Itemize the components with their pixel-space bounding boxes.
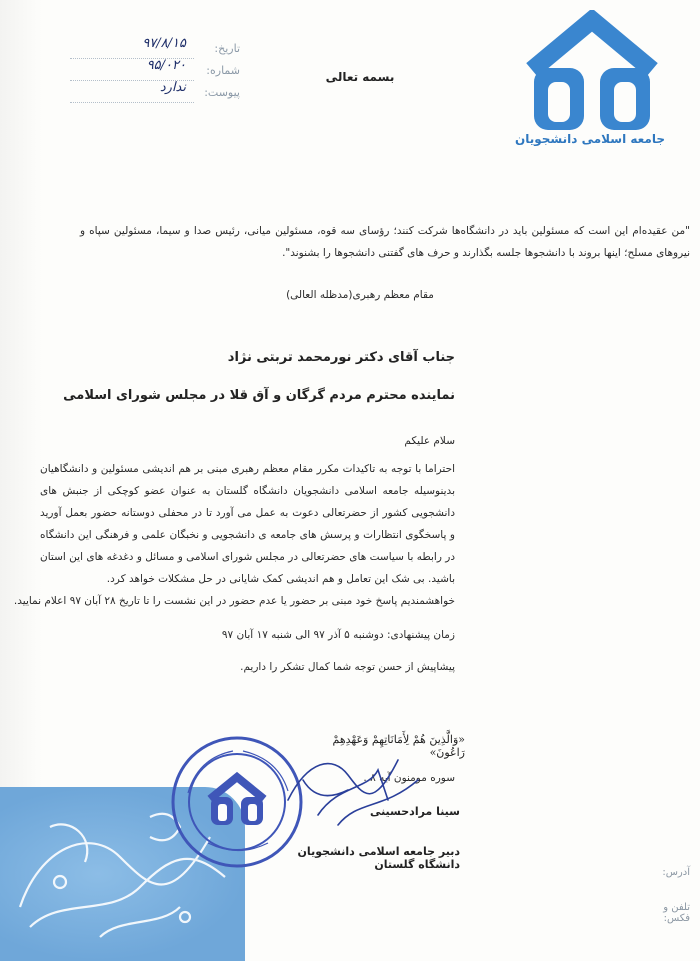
signer-name: سینا مرادحسینی bbox=[369, 805, 460, 818]
leader-quote: "من عقیده‌ام این است که مسئولین باید در دانشگاه‌ها شرکت کنند؛ رؤسای سه قوه، مسئولین میانی، رئیس صدا و سیما، مسئولین سپاه و نیروهای مسلح؛ اینها بروند با دانشجوها جلسه بگذارند و حرف های گفتنی دانشجوها را بشنوند". bbox=[80, 225, 690, 259]
recipient-title: نماینده محترم مردم گرگان و آق قلا در مجلس شورای اسلامی bbox=[63, 388, 455, 403]
letter-meta bbox=[70, 36, 240, 106]
phone-label: تلفن و فکس: bbox=[663, 902, 690, 924]
thanks-line: پیشاپیش از حسن توجه شما کمال تشکر را داریم. bbox=[240, 661, 455, 673]
number-label: شماره: bbox=[206, 64, 240, 77]
proposed-time: زمان پیشنهادی: دوشنبه ۵ آذر ۹۷ الی شنبه ۱۷ آبان ۹۷ bbox=[221, 629, 455, 641]
date-value: ۹۷/۸/۱۵ bbox=[142, 36, 186, 51]
quote-source: مقام معظم رهبری(مدظله العالی) bbox=[286, 289, 434, 301]
handwritten-signature bbox=[278, 740, 428, 835]
bismillah-heading: بسمه تعالی bbox=[325, 70, 395, 84]
quran-verse: «وَالَّذِينَ هُمْ لِأَمَانَاتِهِمْ وَعَهْدِهِمْ رَاعُونَ» bbox=[332, 733, 465, 759]
greeting: سلام علیکم bbox=[404, 435, 455, 447]
attachment-label: پیوست: bbox=[204, 86, 240, 99]
body-paragraph: احتراما با توجه به تاکیدات مکرر مقام معظم رهبری مبنی بر هم اندیشی مسئولین و دانشگاهیان بدینوسیله جامعه اسلامی دانشجویان دانشگاه گلستان به عنوان عضو کوچکی از جنبش های دانشجویی کشور از حضرتعالی دعوت به عمل می آورد تا در محفلی دوستانه حضور بعمل آورید و پاسخگوی انتظارات و پرسش های جامعه ی دانشجویی و نخبگان علمی و فرهنگی این دانشگاه در رابطه با سیاست های حضرتعالی در مجلس شورای اسلامی و مسائل و دغدغه های این استان باشید. بی شک این تعامل و هم اندیشی کمک شایانی در حل مشکلات خواهد کرد. bbox=[40, 463, 455, 585]
verse-reference: سوره مومنون آیه ۸ . bbox=[363, 772, 455, 784]
attachment-value: ندارد bbox=[159, 80, 186, 95]
recipient-name: جناب آقای دکتر نورمحمد تربتی نژاد bbox=[227, 350, 455, 365]
attachment-row bbox=[70, 80, 240, 106]
date-label: تاریخ: bbox=[214, 42, 240, 55]
response-request: خواهشمندیم پاسخ خود مبنی بر حضور یا عدم حضور در این نشست را تا تاریخ ۲۸ آبان ۹۷ اعلام نمایید. bbox=[13, 595, 455, 607]
number-row bbox=[70, 58, 240, 84]
logo-caption: جامعه اسلامی دانشجویان bbox=[515, 132, 665, 146]
number-value: ۹۵/۰۲۰ bbox=[146, 58, 186, 73]
dotted-line bbox=[70, 102, 194, 103]
address-label: آدرس: bbox=[662, 867, 690, 878]
signer-title: دبیر جامعه اسلامی دانشجویان دانشگاه گلستان bbox=[297, 845, 460, 871]
